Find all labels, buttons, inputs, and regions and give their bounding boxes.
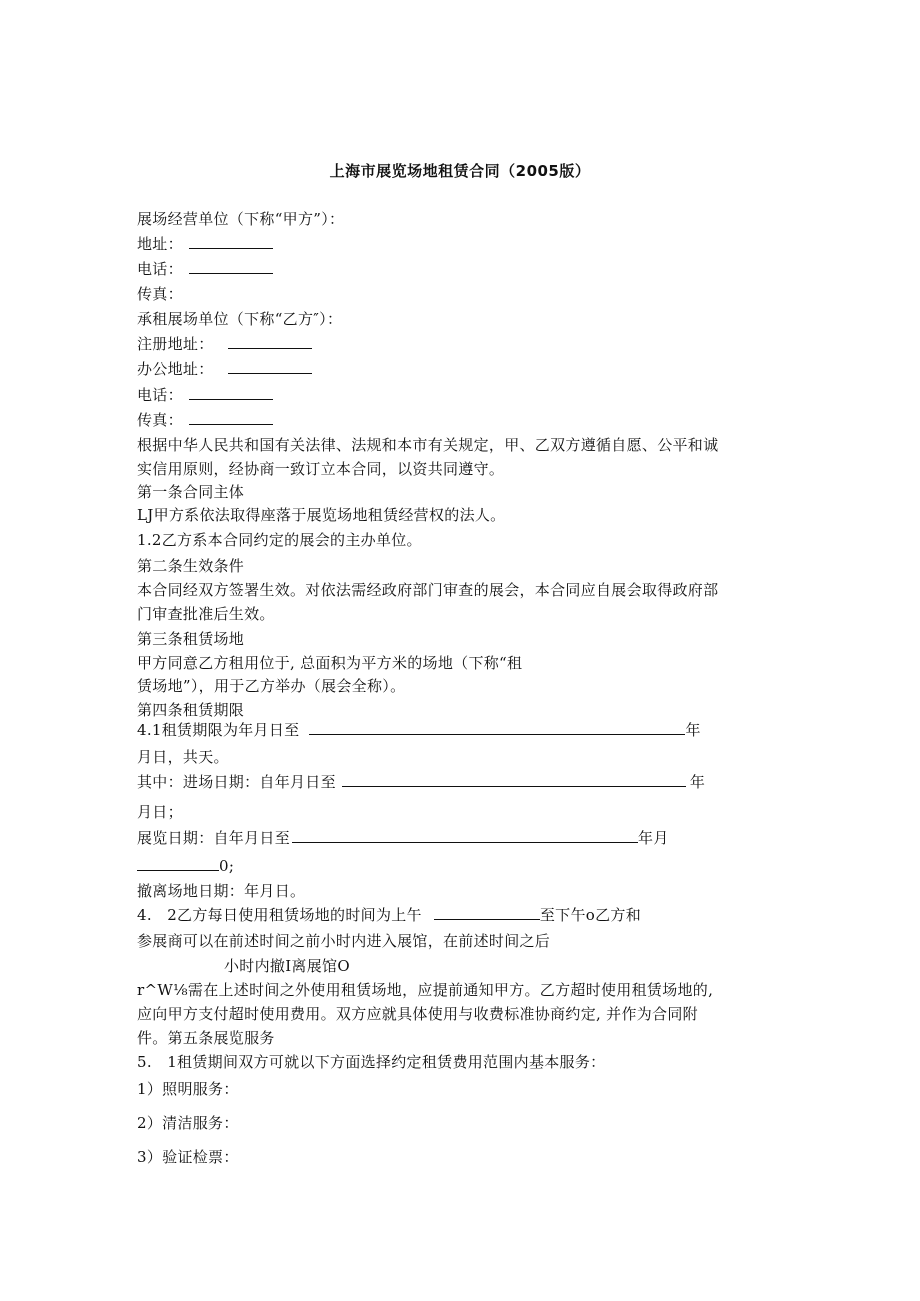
article-1-heading: 第一条合同主体	[137, 483, 245, 501]
move-out-date: 撤离场地日期：年月日。	[137, 882, 306, 900]
party-b-reg-address-row	[137, 334, 312, 354]
service-ticket-check: 3）验证检票：	[137, 1148, 239, 1166]
clause-4-2-suffix: 至下午o乙方和	[539, 906, 641, 924]
exhibition-date-suffix: 年月	[638, 829, 669, 847]
article-2-heading: 第二条生效条件	[137, 557, 245, 575]
party-a-address-row	[137, 234, 273, 254]
service-lighting: 1）照明服务：	[137, 1080, 239, 1098]
article-3-line-1: 甲方同意乙方租用位于, 总面积为平方米的场地（下称“租	[137, 654, 523, 672]
overtime-line-1: r^W⅛需在上述时间之外使用租赁场地，应提前通知甲方。乙方超时使用租赁场地的,	[137, 981, 714, 999]
clause-4-1-suffix: 年	[685, 721, 701, 739]
party-b-office-address-row	[137, 359, 312, 379]
article-2-line-1: 本合同经双方签署生效。对依法需经政府部门审查的展会，本合同应自展会取得政府部	[137, 581, 719, 599]
article-4-heading: 第四条租赁期限	[137, 701, 245, 719]
clause-4-2-blank	[434, 906, 540, 920]
exhibition-date-blank	[292, 829, 638, 843]
party-b-office-address-blank	[228, 360, 312, 374]
party-a-address-label: 地址：	[137, 235, 183, 253]
move-in-suffix: 年	[689, 773, 706, 791]
clause-4-2-line-2: 参展商可以在前述时间之前小时内进入展馆，在前述时间之后	[137, 932, 551, 950]
exhibition-date-continued-row	[137, 856, 234, 876]
preamble-line-2: 实信用原则，经协商一致订立本合同，以资共同遵守。	[137, 460, 505, 478]
article-2-line-2: 门审查批准后生效。	[137, 605, 275, 623]
article-3-line-2: 赁场地”），用于乙方举办（展会全称）。	[137, 677, 406, 695]
exhibition-date-row	[137, 828, 669, 848]
clause-4-2-row	[137, 905, 641, 925]
move-in-blank	[342, 773, 686, 787]
clause-4-1-continued: 月日，共天。	[137, 748, 229, 766]
overtime-line-2: 应向甲方支付超时使用费用。双方应就具体使用与收费标准协商约定, 并作为合同附	[137, 1005, 698, 1023]
party-b-fax-label: 传真：	[137, 411, 183, 429]
party-b-phone-blank	[189, 386, 273, 400]
clause-4-1-row	[137, 720, 701, 740]
party-b-phone-label: 电话：	[137, 386, 183, 404]
article-3-heading: 第三条租赁场地	[137, 630, 245, 648]
party-b-fax-row	[137, 410, 273, 430]
party-a-fax-label: 传真：	[137, 285, 183, 303]
party-b-heading: 承租展场单位（下称“乙方″）：	[137, 310, 343, 328]
move-in-text: 其中：进场日期：自年月日至	[137, 773, 336, 791]
party-a-phone-row	[137, 259, 273, 279]
service-cleaning: 2）清洁服务：	[137, 1114, 239, 1132]
party-b-fax-blank	[189, 411, 273, 425]
exhibition-date-end-text: 0;	[219, 857, 235, 875]
clause-4-1-text: 4.1租赁期限为年月日至	[137, 721, 300, 739]
party-b-reg-address-label: 注册地址：	[137, 335, 214, 353]
overtime-line-3: 件。第五条展览服务	[137, 1029, 275, 1047]
party-b-phone-row	[137, 385, 273, 405]
clause-4-1-blank	[309, 721, 685, 735]
party-a-phone-label: 电话：	[137, 260, 183, 278]
move-in-continued: 月日；	[137, 803, 183, 821]
party-a-address-blank	[189, 235, 273, 249]
clause-5-1: 5. 1租赁期间双方可就以下方面选择约定租赁费用范围内基本服务：	[137, 1053, 606, 1071]
clause-4-2-line-3: 小时内撤I离展馆O	[224, 957, 350, 975]
move-in-row	[137, 772, 705, 792]
party-b-reg-address-blank	[228, 335, 312, 349]
party-b-office-address-label: 办公地址：	[137, 360, 214, 378]
clause-1-1: LJ甲方系依法取得座落于展览场地租赁经营权的法人。	[137, 506, 506, 524]
clause-1-2: 1.2乙方系本合同约定的展会的主办单位。	[137, 531, 422, 549]
party-a-heading: 展场经营单位（下称“甲方”）：	[137, 210, 345, 228]
document-title: 上海市展览场地租赁合同（2005版）	[329, 162, 591, 180]
clause-4-2-text: 4. 2乙方每日使用租赁场地的时间为上午	[137, 906, 422, 924]
exhibition-date-end-blank	[137, 857, 219, 871]
preamble-line-1: 根据中华人民共和国有关法律、法规和本市有关规定，甲、乙双方遵循自愿、公平和诚	[137, 436, 719, 454]
exhibition-date-text: 展览日期：自年月日至	[137, 829, 291, 847]
party-a-phone-blank	[189, 260, 273, 274]
